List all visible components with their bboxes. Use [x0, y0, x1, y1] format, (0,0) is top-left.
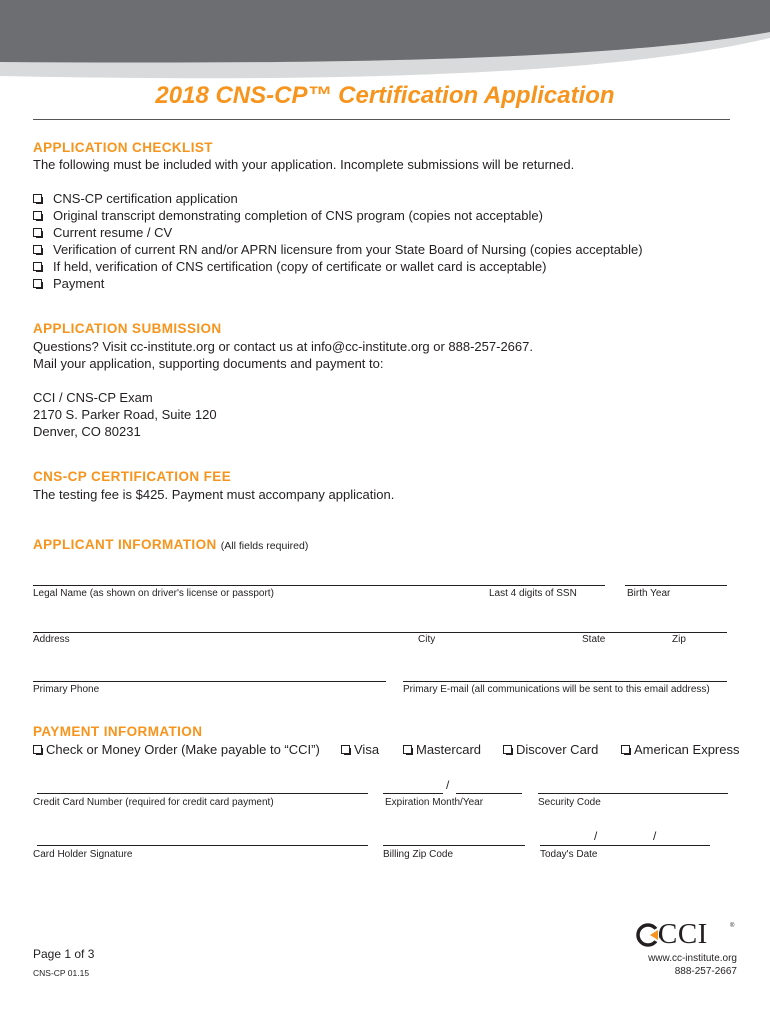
- checkbox-icon[interactable]: [33, 194, 42, 203]
- payment-option-discover[interactable]: Discover Card: [503, 742, 598, 757]
- mailing-address-line: CCI / CNS-CP Exam: [33, 390, 153, 405]
- card-number-label: Credit Card Number (required for credit card payment): [33, 797, 274, 808]
- payment-option-check[interactable]: Check or Money Order (Make payable to “CCI”): [33, 742, 320, 757]
- primary-phone-field[interactable]: [33, 681, 386, 682]
- primary-email-field[interactable]: [403, 681, 727, 682]
- submission-mail-instructions: Mail your application, supporting documents and payment to:: [33, 356, 384, 371]
- expiration-year-field[interactable]: [456, 793, 522, 794]
- expiration-label: Expiration Month/Year: [385, 797, 484, 808]
- checklist-item: If held, verification of CNS certification (copy of certificate or wallet card is acceptable): [33, 258, 643, 275]
- checklist-intro: The following must be included with your application. Incomplete submissions will be returned.: [33, 157, 575, 172]
- checkbox-icon[interactable]: [33, 745, 42, 754]
- expiration-separator: /: [446, 778, 450, 792]
- address-field[interactable]: [33, 632, 727, 633]
- checklist-item: CNS-CP certification application: [33, 190, 643, 207]
- submission-questions: Questions? Visit cc-institute.org or contact us at info@cc-institute.org or 888-257-2667.: [33, 339, 533, 354]
- billing-zip-field[interactable]: [383, 845, 525, 846]
- date-separator: /: [594, 829, 598, 843]
- payment-option-visa[interactable]: Visa: [341, 742, 379, 757]
- checkbox-icon[interactable]: [403, 745, 412, 754]
- expiration-month-field[interactable]: [383, 793, 443, 794]
- billing-zip-label: Billing Zip Code: [383, 849, 454, 860]
- page-number: Page 1 of 3: [33, 947, 95, 961]
- primary-phone-label: Primary Phone: [33, 684, 100, 695]
- date-separator: /: [653, 829, 657, 843]
- page-title: 2018 CNS-CP™ Certification Application: [155, 82, 615, 109]
- payment-option-mastercard[interactable]: Mastercard: [403, 742, 481, 757]
- cci-logo: CCI: [658, 918, 708, 950]
- header-banner: [0, 0, 770, 80]
- checkbox-icon[interactable]: [33, 211, 42, 220]
- ssn-label: Last 4 digits of SSN: [489, 588, 577, 599]
- submission-heading: APPLICATION SUBMISSION: [33, 321, 222, 336]
- mailing-address-line: 2170 S. Parker Road, Suite 120: [33, 407, 217, 422]
- checkbox-icon[interactable]: [33, 262, 42, 271]
- address-label: Address: [33, 634, 70, 645]
- mailing-address-line: Denver, CO 80231: [33, 424, 141, 439]
- footer-website: www.cc-institute.org: [648, 953, 737, 964]
- registered-mark: ®: [730, 923, 735, 929]
- applicant-required-note: (All fields required): [220, 540, 309, 552]
- checklist-item: Original transcript demonstrating completion of CNS program (copies not acceptable): [33, 207, 643, 224]
- payment-heading: PAYMENT INFORMATION: [33, 724, 203, 739]
- cci-logo-mark-icon: [636, 921, 660, 949]
- checkbox-icon[interactable]: [33, 245, 42, 254]
- state-label: State: [582, 634, 606, 645]
- checklist-item: Payment: [33, 275, 643, 292]
- card-holder-signature-field[interactable]: [37, 845, 368, 846]
- card-number-field[interactable]: [37, 793, 368, 794]
- todays-date-label: Today's Date: [540, 849, 598, 860]
- checkbox-icon[interactable]: [33, 279, 42, 288]
- checklist: [33, 190, 643, 292]
- todays-date-field[interactable]: [540, 845, 710, 846]
- payment-option-amex[interactable]: American Express: [621, 742, 739, 757]
- checkbox-icon[interactable]: [33, 228, 42, 237]
- zip-label: Zip: [672, 634, 686, 645]
- checklist-item: Verification of current RN and/or APRN licensure from your State Board of Nursing (copies acceptable): [33, 241, 643, 258]
- legal-name-field[interactable]: [33, 585, 605, 586]
- birth-year-label: Birth Year: [627, 588, 671, 599]
- fee-heading: CNS-CP CERTIFICATION FEE: [33, 469, 232, 484]
- checklist-item: Current resume / CV: [33, 224, 643, 241]
- checkbox-icon[interactable]: [341, 745, 350, 754]
- applicant-heading: APPLICANT INFORMATION (All fields required): [33, 537, 309, 552]
- checkbox-icon[interactable]: [503, 745, 512, 754]
- checklist-heading: APPLICATION CHECKLIST: [33, 140, 213, 155]
- birth-year-field[interactable]: [625, 585, 727, 586]
- footer-phone: 888-257-2667: [674, 966, 737, 977]
- fee-text: The testing fee is $425. Payment must accompany application.: [33, 487, 395, 502]
- checkbox-icon[interactable]: [621, 745, 630, 754]
- primary-email-label: Primary E-mail (all communications will be sent to this email address): [403, 684, 710, 695]
- security-code-field[interactable]: [538, 793, 728, 794]
- city-label: City: [418, 634, 436, 645]
- card-holder-signature-label: Card Holder Signature: [33, 849, 133, 860]
- legal-name-label: Legal Name (as shown on driver's license or passport): [33, 588, 274, 599]
- form-code: CNS-CP 01.15: [33, 968, 90, 978]
- security-code-label: Security Code: [538, 797, 601, 808]
- title-divider: [33, 119, 730, 120]
